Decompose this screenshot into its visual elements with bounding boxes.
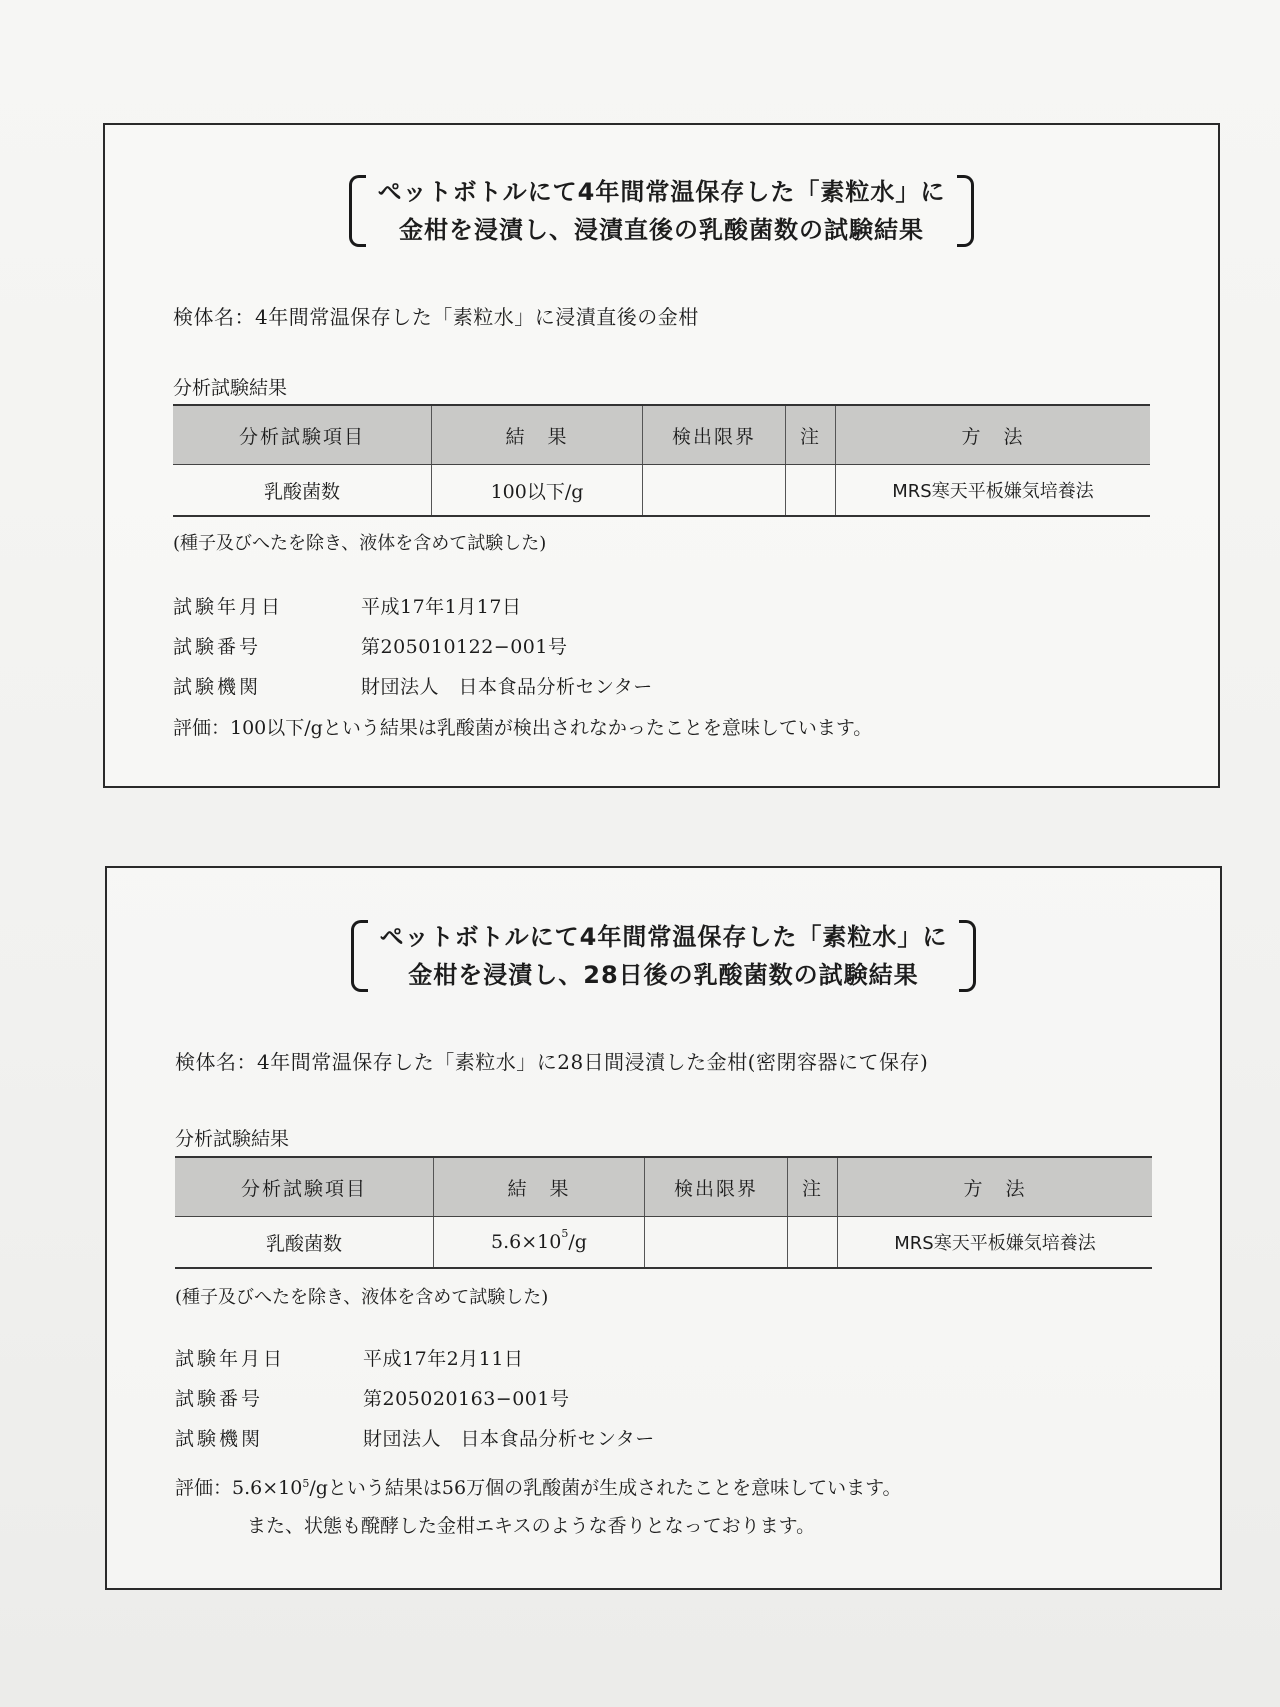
header-detection-limit: 検出限界: [643, 405, 786, 465]
right-bracket-icon: [957, 175, 974, 247]
test-info: [173, 585, 653, 705]
evaluation-line-1: [175, 1469, 902, 1507]
info-label: 試験番号: [175, 1387, 264, 1410]
header-method: 方 法: [838, 1157, 1153, 1217]
table-row: [175, 1217, 1152, 1269]
info-label: 試験年月日: [175, 1347, 286, 1370]
info-value: 財団法人 日本食品分析センター: [363, 1427, 655, 1450]
specimen-name: 検体名：4年間常温保存した「素粒水」に浸漬直後の金柑: [173, 305, 699, 329]
evaluation: 評価：100以下/gという結果は乳酸菌が検出されなかったことを意味しています。: [173, 717, 873, 739]
info-value: 平成17年1月17日: [361, 595, 522, 618]
info-row-number: [173, 625, 653, 665]
title-line-1: ペットボトルにて4年間常温保存した「素粒水」に: [379, 923, 948, 951]
table-header-row: [173, 405, 1150, 465]
left-bracket-icon: [349, 175, 366, 247]
test-report-1: [103, 123, 1220, 788]
title-line-2: 金柑を浸漬し、浸漬直後の乳酸菌数の試験結果: [398, 216, 924, 244]
result-mantissa: 5.6×10: [491, 1231, 562, 1253]
cell-detection-limit: [645, 1217, 788, 1269]
section-label: 分析試験結果: [173, 377, 288, 399]
cell-note: [786, 465, 836, 517]
evaluation-line-2: また、状態も醗酵した金柑エキスのような香りとなっております。: [247, 1515, 816, 1537]
result-unit: /g: [568, 1231, 587, 1253]
cell-item: 乳酸菌数: [173, 465, 432, 517]
title-line-2: 金柑を浸漬し、28日後の乳酸菌数の試験結果: [408, 961, 919, 989]
specimen-name: 検体名：4年間常温保存した「素粒水」に28日間浸漬した金柑(密閉容器にて保存): [175, 1050, 929, 1074]
section-label: 分析試験結果: [175, 1128, 290, 1150]
evaluation: [175, 1469, 902, 1545]
header-item: 分析試験項目: [173, 405, 432, 465]
test-report-2: [105, 866, 1222, 1590]
info-row-organization: [175, 1417, 655, 1457]
info-value: 平成17年2月11日: [363, 1347, 524, 1370]
header-method: 方 法: [836, 405, 1151, 465]
cell-item: 乳酸菌数: [175, 1217, 434, 1269]
info-value: 第205010122−001号: [361, 635, 568, 658]
header-detection-limit: 検出限界: [645, 1157, 788, 1217]
info-label: 試験機関: [175, 1427, 264, 1450]
test-note: (種子及びへたを除き、液体を含めて試験した): [175, 1287, 549, 1308]
evaluation-prefix: 評価：5.6×10: [175, 1477, 303, 1499]
table-row: [173, 465, 1150, 517]
cell-result: [434, 1217, 645, 1269]
info-value: 財団法人 日本食品分析センター: [361, 675, 653, 698]
report-title: [105, 173, 1218, 249]
info-row-organization: [173, 665, 653, 705]
info-row-date: [173, 585, 653, 625]
results-table: [175, 1156, 1152, 1269]
header-note: 注: [788, 1157, 838, 1217]
title-line-1: ペットボトルにて4年間常温保存した「素粒水」に: [377, 178, 946, 206]
header-note: 注: [786, 405, 836, 465]
evaluation-exponent: 5: [302, 1477, 310, 1490]
header-result: 結 果: [434, 1157, 645, 1217]
left-bracket-icon: [351, 920, 368, 992]
info-row-date: [175, 1337, 655, 1377]
test-note: (種子及びへたを除き、液体を含めて試験した): [173, 533, 547, 554]
results-table: [173, 404, 1150, 517]
test-info: [175, 1337, 655, 1457]
right-bracket-icon: [959, 920, 976, 992]
cell-method: MRS寒天平板嫌気培養法: [838, 1217, 1153, 1269]
report-title: [107, 918, 1220, 994]
cell-method: MRS寒天平板嫌気培養法: [836, 465, 1151, 517]
info-value: 第205020163−001号: [363, 1387, 570, 1410]
cell-note: [788, 1217, 838, 1269]
info-label: 試験年月日: [173, 595, 284, 618]
info-row-number: [175, 1377, 655, 1417]
cell-result: 100以下/g: [432, 465, 643, 517]
header-item: 分析試験項目: [175, 1157, 434, 1217]
cell-detection-limit: [643, 465, 786, 517]
info-label: 試験機関: [173, 675, 262, 698]
evaluation-suffix: /gという結果は56万個の乳酸菌が生成されたことを意味しています。: [309, 1477, 902, 1499]
info-label: 試験番号: [173, 635, 262, 658]
header-result: 結 果: [432, 405, 643, 465]
table-header-row: [175, 1157, 1152, 1217]
result-exponent: 5: [561, 1227, 569, 1240]
